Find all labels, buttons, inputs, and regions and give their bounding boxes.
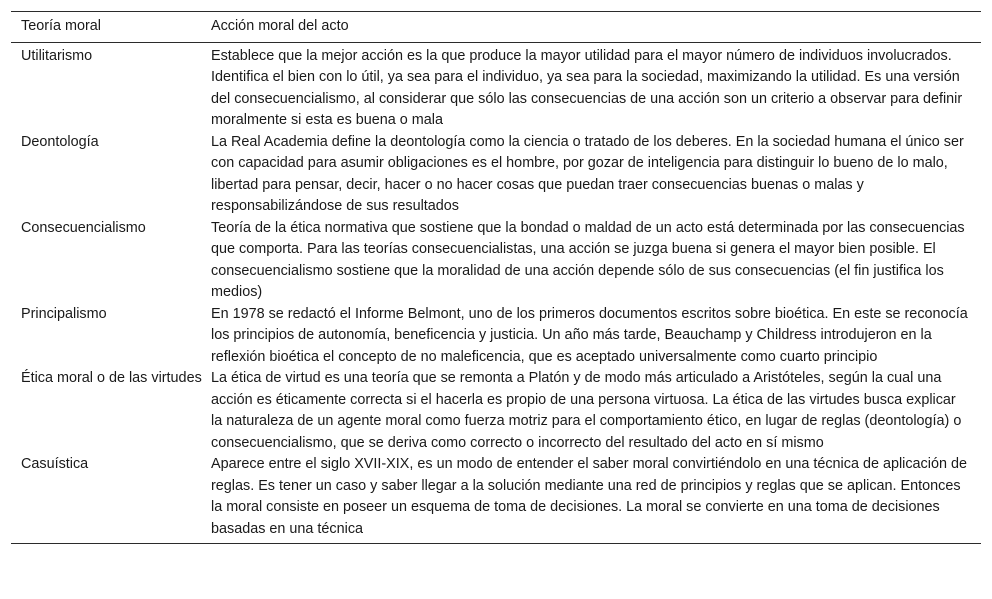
table-row: [11, 132, 981, 218]
header-moral-theory: Teoría moral: [21, 18, 101, 34]
action-cell: La Real Academia define la deontología como la ciencia o tratado de los deberes. En la sociedad humana el único ser con capacidad para asumir obligaciones es el hombre, por gozar de inteligencia para distinguir lo bueno de lo malo, libertad para pensar, decir, hacer o no hacer cosas que puedan traer consecuencias buenas o malas y responsabilizándose de sus resultados: [211, 133, 964, 214]
theory-cell: Deontología: [21, 133, 99, 150]
theory-cell: Principalismo: [21, 305, 107, 322]
action-cell: Establece que la mejor acción es la que produce la mayor utilidad para el mayor número de individuos involucrados. Identifica el bien con lo útil, ya sea para el individuo, ya sea para la sociedad, maximizando la utilidad. Es una versión del consecuencialismo, al considerar que sólo las consecuencias de una acción son un criterio a observar para definir moralmente si esta es buena o mala: [211, 47, 963, 128]
moral-theories-table: [11, 11, 981, 544]
theory-cell: Ética moral o de las virtudes: [21, 370, 202, 386]
action-cell: Aparece entre el siglo XVII-XIX, es un modo de entender el saber moral convirtiéndolo en una técnica de aplicación de reglas. Es tener un caso y saber llegar a la solución mediante una red de principios y reglas que se aplican. Entonces la moral consiste en poseer un esquema de toma de decisiones. La moral se convierte en una toma de decisiones basadas en una técnica: [211, 456, 967, 537]
table-header-row: [11, 12, 981, 43]
header-moral-action: Acción moral del acto: [211, 18, 349, 34]
action-cell: En 1978 se redactó el Informe Belmont, uno de los primeros documentos escritos sobre bioética. En este se reconocía los principios de autonomía, beneficencia y justicia. Un año más tarde, Beauchamp y Childress introdujeron en la reflexión bioética el concepto de no maleficencia, que es aceptado universalmente como cuarto principio: [211, 305, 968, 365]
theory-cell: Utilitarismo: [21, 47, 93, 64]
moral-theories-table-wrapper: [11, 11, 981, 544]
table-row: [11, 42, 981, 132]
table-row: [11, 218, 981, 304]
table-row: [11, 304, 981, 369]
theory-cell: Casuística: [21, 456, 89, 472]
action-cell: Teoría de la ética normativa que sostiene que la bondad o maldad de un acto está determinada por las consecuencias que comporta. Para las teorías consecuencialistas, una acción se juzga buena si genera el mayor bien posible. El consecuencialismo sostiene que la moralidad de una acción depende sólo de sus consecuencias (el fin justifica los medios): [211, 219, 965, 300]
action-cell: La ética de virtud es una teoría que se remonta a Platón y de modo más articulado a Aristóteles, según la cual una acción es éticamente correcta si el hacerla es propio de una persona virtuosa. La ética de las virtudes busca explicar la naturaleza de un agente moral como fuerza motriz para el comportamiento ético, en lugar de reglas (deontología) o consecuencialismo, que se deriva como correcto o incorrecto del resultado del acto en sí mismo: [211, 370, 962, 451]
theory-cell: Consecuencialismo: [21, 219, 146, 236]
table-row: [11, 368, 981, 454]
table-row: [11, 454, 981, 544]
